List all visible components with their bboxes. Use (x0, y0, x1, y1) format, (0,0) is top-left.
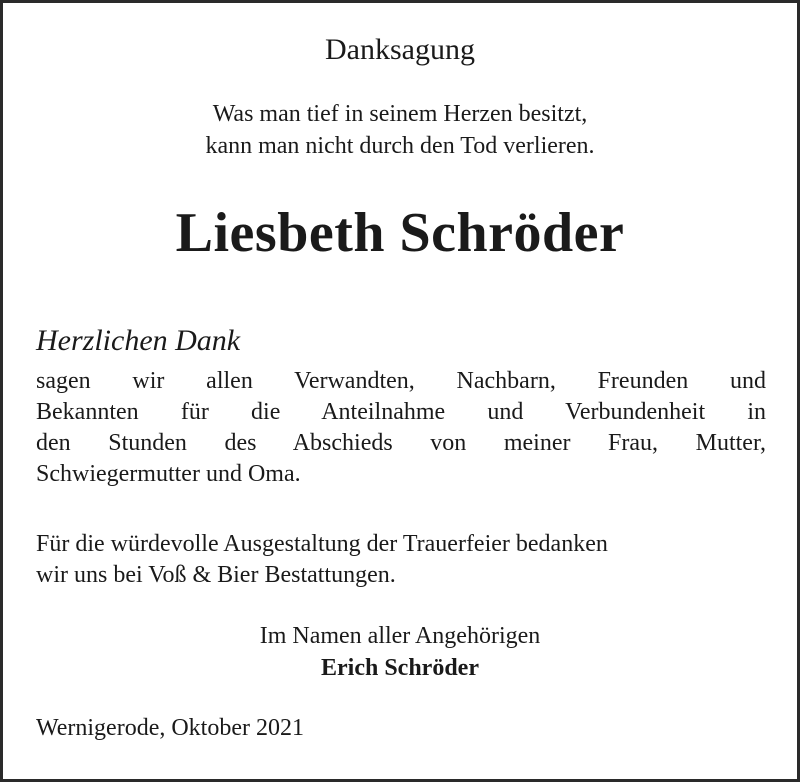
deceased-name: Liesbeth Schröder (175, 202, 625, 264)
paragraph2-line-1: Für die würdevolle Ausgestaltung der Trauerfeier bedanken (36, 531, 608, 557)
place-date: Wernigerode, Oktober 2021 (36, 715, 304, 741)
paragraph1-line-3: den Stunden des Abschieds von meiner Frau, Mutter, (36, 430, 766, 456)
quote-line-2: kann man nicht durch den Tod verlieren. (205, 133, 595, 159)
paragraph1-line-2: Bekannten für die Anteilnahme und Verbundenheit in (36, 399, 766, 425)
funeral-home-paragraph (36, 529, 766, 591)
notice-heading: Danksagung (325, 33, 475, 66)
quote-line-1: Was man tief in seinem Herzen besitzt, (212, 101, 588, 127)
paragraph2-line-2: wir uns bei Voß & Bier Bestattungen. (36, 562, 396, 588)
memorial-quote (0, 98, 800, 162)
thanks-paragraph (36, 366, 766, 490)
thanks-heading: Herzlichen Dank (36, 324, 241, 357)
signature-block (0, 620, 800, 684)
signer-name: Erich Schröder (321, 655, 479, 681)
paragraph1-line-1: sagen wir allen Verwandten, Nachbarn, Freunden und (36, 368, 766, 394)
paragraph1-line-4: Schwiegermutter und Oma. (36, 461, 301, 487)
signature-intro: Im Namen aller Angehörigen (259, 623, 541, 649)
